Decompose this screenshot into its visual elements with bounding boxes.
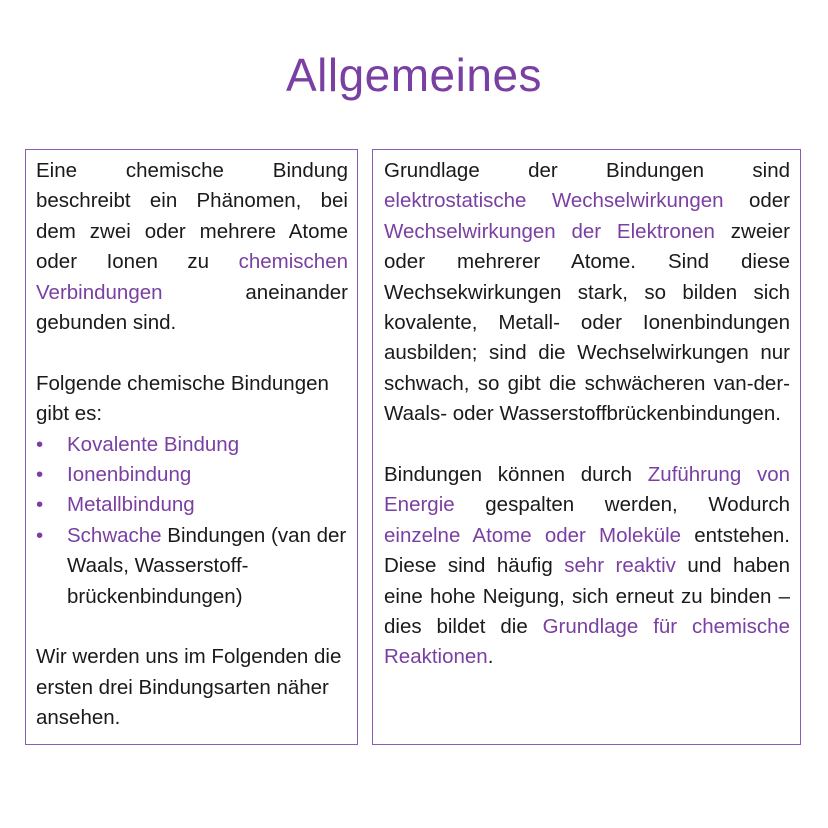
paragraph-gap bbox=[36, 338, 348, 368]
highlight-elektronen: Wechselwirkungen der Elektronen bbox=[384, 219, 715, 243]
p2-text-2: gespalten werden, Wodurch bbox=[454, 493, 790, 517]
list-item bbox=[36, 490, 348, 520]
bond-basis-paragraph bbox=[384, 156, 790, 430]
bullet-icon: • bbox=[36, 463, 44, 487]
p2-text-1: Bindungen können durch bbox=[384, 463, 648, 487]
paragraph-gap bbox=[36, 612, 348, 642]
paragraph-gap bbox=[384, 430, 790, 460]
list-item bbox=[36, 521, 348, 612]
highlight-reaktiv: sehr reaktiv bbox=[564, 554, 676, 578]
p2-text-3: entstehen. Diese sind häufig bbox=[384, 523, 790, 578]
intro-text-2: aneinander gebunden sind. bbox=[36, 280, 348, 335]
intro-paragraph bbox=[36, 156, 348, 338]
bullet-icon: • bbox=[36, 523, 44, 547]
intro-text-1: Eine chemische Bindung beschreibt ein Phänomen, bei dem zwei oder mehrere Atome oder Ionen zu bbox=[36, 159, 348, 274]
highlight-chemische-verbindungen: chemischen Verbindungen bbox=[36, 250, 348, 304]
highlight-energie: Zuführung von Energie bbox=[384, 463, 790, 517]
p2-text-4: und haben eine hohe Neigung, sich erneut zu binden – dies bildet die bbox=[384, 554, 790, 639]
list-item-highlight: Metallbindung bbox=[67, 493, 195, 517]
bullet-icon: • bbox=[36, 432, 44, 456]
bond-type-list bbox=[36, 430, 348, 612]
bullet-icon: • bbox=[36, 493, 44, 517]
left-text-box bbox=[25, 149, 358, 745]
highlight-elektrostatische: elektrostatische Wechselwirkungen bbox=[384, 189, 724, 213]
slide-title: Allgemeines bbox=[285, 49, 543, 101]
list-item-highlight: Ionenbindung bbox=[67, 463, 192, 487]
list-intro: Folgende chemische Bindungen gibt es: bbox=[36, 371, 329, 426]
list-item-rest: Bindungen (van der Waals, Wasserstoff-brückenbindungen) bbox=[67, 523, 347, 608]
p1-text-1: Grundlage der Bindungen sind bbox=[384, 159, 790, 182]
highlight-reaktionen: Grundlage für chemische Reaktionen bbox=[384, 615, 790, 669]
p1-text-2: oder bbox=[723, 189, 790, 213]
outro-paragraph: Wir werden uns im Folgenden die ersten drei Bindungsarten näher ansehen. bbox=[36, 645, 342, 730]
list-item-highlight: Schwache bbox=[67, 523, 162, 547]
p2-text-5: . bbox=[487, 645, 494, 669]
list-item bbox=[36, 430, 348, 460]
right-text-box bbox=[372, 149, 801, 745]
list-item-highlight: Kovalente Bindung bbox=[67, 432, 240, 456]
bond-cleavage-paragraph bbox=[384, 460, 790, 673]
p1-text-3: zweier oder mehrerer Atome. Sind diese Wechsekwirkungen stark, so bilden sich kovalente, Metall- oder Ionenbindungen ausbilden; sind die Wechselwirkungen nur schwach, so gibt die schwächeren van-der-Waals- oder Wasserstoffbrückenbindungen. bbox=[384, 219, 791, 426]
list-item bbox=[36, 460, 348, 490]
highlight-atome-molekuele: einzelne Atome oder Moleküle bbox=[384, 523, 682, 547]
